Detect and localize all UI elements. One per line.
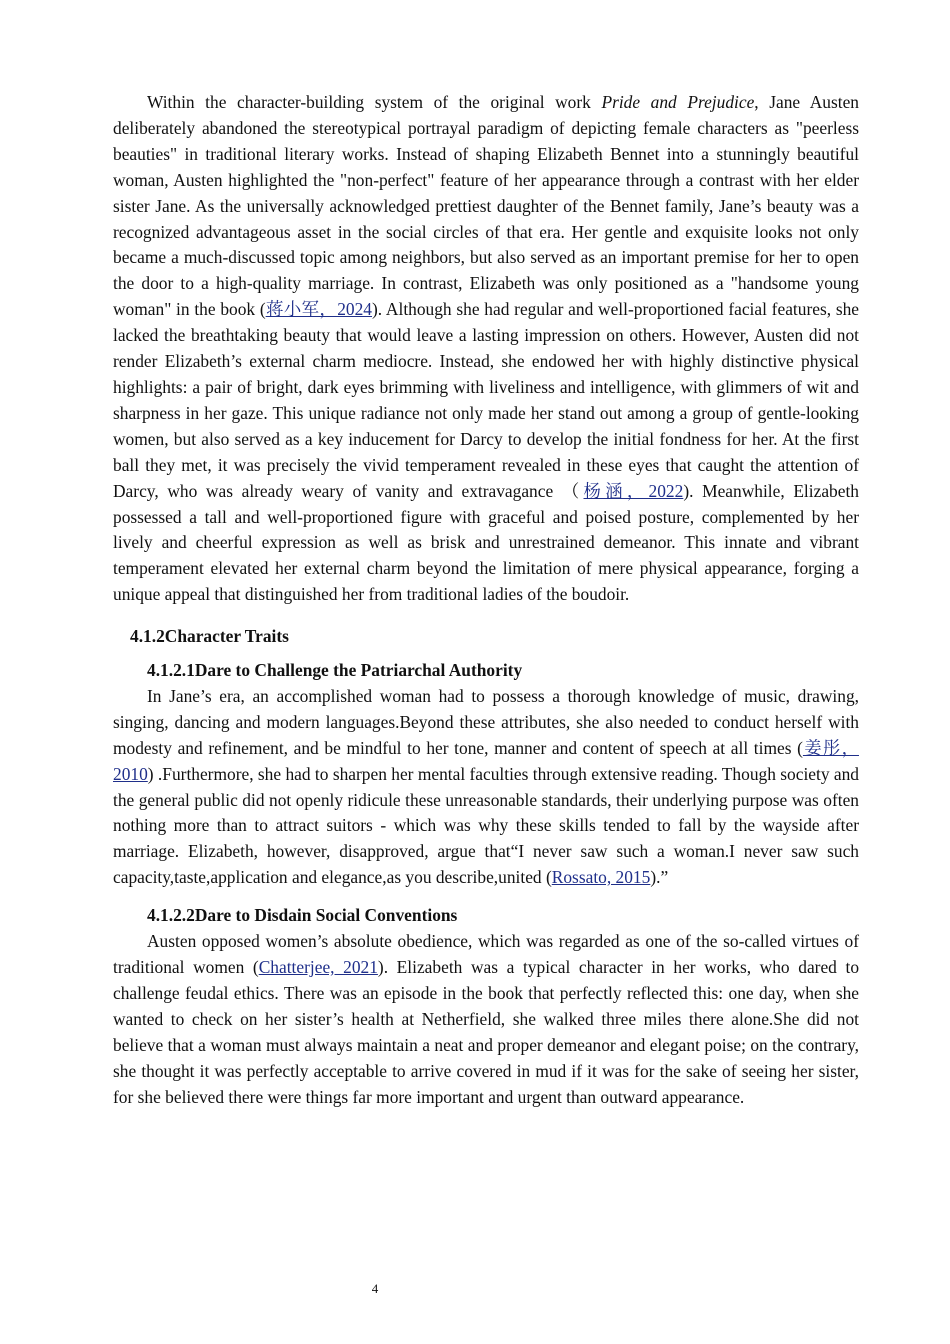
paragraph-text: ).” <box>650 867 669 888</box>
section-heading-character-traits: 4.1.2Character Traits <box>130 626 289 647</box>
subsection-heading-patriarchal-authority: 4.1.2.1Dare to Challenge the Patriarchal Authority <box>147 660 523 681</box>
body-paragraph-patriarchal-authority <box>113 684 859 891</box>
paragraph-text: In Jane’s era, an accomplished woman had to possess a thorough knowledge of music, drawing, singing, dancing and modern languages.Beyond these attributes, she also needed to conduct herself with modesty and refinement, and be mindful to her tone, manner and content of speech at all times ( <box>113 685 859 758</box>
paragraph-text: ) .Furthermore, she had to sharpen her mental faculties through extensive reading. Though society and the general public did not openly ridicule these unreasonable standards, their underlying purpose was often nothing more than to attract suitors - which was why these skills tended to fall by the wayside after marriage. Elizabeth, however, disapproved, argue that“I never saw such a woman.I never saw such capacity,taste,application and elegance,as you describe,united ( <box>113 763 859 888</box>
paragraph-text: ). Meanwhile, Elizabeth possessed a tall and well-proportioned figure with graceful and poised posture, complemented by her lively and cheerful expression as well as brisk and unrestrained demeanor. This innate and vibrant temperament elevated her external charm beyond the limitation of mere physical appearance, forging a unique appeal that distinguished her from traditional ladies of the boudoir. <box>113 480 859 605</box>
paragraph-text: , Jane Austen deliberately abandoned the stereotypical portrayal paradigm of depicting female characters as "peerless beauties" in traditional literary works. Instead of shaping Elizabeth Bennet into a stunningly beautiful woman, Austen highlighted the "non-perfect" feature of her appearance through a contrast with her elder sister Jane. As the universally acknowledged prettiest daughter of the Bennet family, Jane’s beauty was a recognized advantageous asset in the social circles of that era. Her gentle and exquisite looks not only became a much-discussed topic among neighbors, but also served as an important premise for her to open the door to a high-quality marriage. In contrast, Elizabeth was only positioned as a "handsome young woman" in the book ( <box>113 92 860 320</box>
document-page <box>113 90 859 1110</box>
page-number: 4 <box>371 1281 379 1296</box>
citation-link[interactable]: 姜彤，2010 <box>113 737 859 784</box>
citation-link[interactable]: 杨涵，2022 <box>583 480 684 501</box>
book-title: Pride and Prejudice <box>601 92 755 112</box>
paragraph-text: Within the character-building system of the original work <box>147 92 602 112</box>
citation-link[interactable]: Rossato, 2015 <box>551 867 651 888</box>
subsection-heading-social-conventions: 4.1.2.2Dare to Disdain Social Conventions <box>147 905 458 926</box>
citation-link[interactable]: Chatterjee, 2021 <box>258 957 378 977</box>
body-paragraph-social-conventions <box>113 929 859 1110</box>
citation-link[interactable]: 蒋小军，2024 <box>265 299 372 320</box>
paragraph-text: ). Although she had regular and well-proportioned facial features, she lacked the breathtaking beauty that would leave a lasting impression on others. However, Austen did not render Elizabeth’s external charm mediocre. Instead, she endowed her with highly distinctive physical highlights: a pair of bright, dark eyes brimming with liveliness and intelligence, with glimmers of wit and sharpness in her gaze. This unique radiance not only made her stand out among a group of gentle-looking women, but also served as a key inducement for Darcy to develop the initial fondness for her. At the first ball they met, it was precisely the vivid temperament revealed in these eyes that caught the attention of Darcy, who was already weary of vanity and extravagance （ <box>113 299 859 501</box>
paragraph-text: ). Elizabeth was a typical character in her works, who dared to challenge feudal ethics. There was an episode in the book that perfectly reflected this: one day, when she wanted to check on her sister’s health at Netherfield, she walked three miles there alone.She did not believe that a woman must always maintain a neat and proper demeanor and elegant poise; on the contrary, she thought it was perfectly acceptable to arrive covered in mud if it was for the sake of seeing her sister, for she believed there were things far more important and urgent than outward appearance. <box>113 957 860 1107</box>
body-paragraph-appearance <box>113 90 859 608</box>
paragraph-text: Austen opposed women’s absolute obedience, which was regarded as one of the so-called virtues of traditional women ( <box>113 931 859 977</box>
